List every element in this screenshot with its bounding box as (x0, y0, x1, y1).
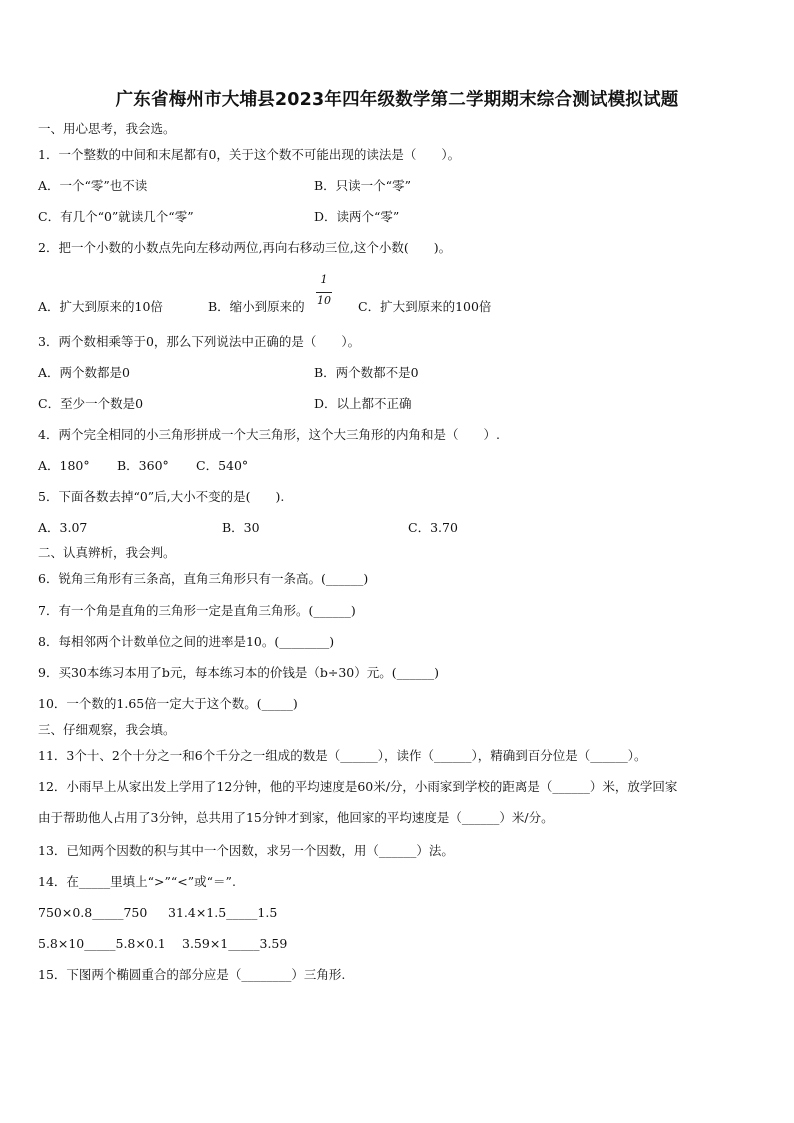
fraction-bar (316, 292, 332, 293)
question-7: 7．有一个角是直角的三角形一定是直角三角形。(______) (38, 603, 356, 618)
question-3: 3．两个数相乘等于0，那么下列说法中正确的是（ ）。 (38, 334, 361, 349)
question-5: 5．下面各数去掉“0”后,大小不变的是( ). (38, 489, 285, 504)
fraction-numerator: 1 (320, 273, 328, 286)
q5-option-b: B．30 (222, 520, 260, 535)
question-10: 10．一个数的1.65倍一定大于这个数。(_____) (38, 696, 298, 711)
q2-option-c: C．扩大到原来的100倍 (358, 299, 492, 314)
section-heading-2: 二、认真辨析，我会判。 (38, 545, 176, 560)
q3-option-a: A．两个数都是0 (38, 365, 130, 380)
q1-option-d: D．读两个“零” (314, 209, 400, 224)
question-6: 6．锐角三角形有三条高，直角三角形只有一条高。(______) (38, 571, 369, 586)
q14-item-2: 31.4×1.5_____1.5 (168, 905, 278, 920)
q1-option-b: B．只读一个“零” (314, 178, 411, 193)
question-4: 4．两个完全相同的小三角形拼成一个大三角形，这个大三角形的内角和是（ ）. (38, 427, 500, 442)
q3-option-b: B．两个数都不是0 (314, 365, 419, 380)
fraction-denominator: 10 (317, 294, 331, 307)
page-title: 广东省梅州市大埔县2023年四年级数学第二学期期末综合测试模拟试题 (115, 90, 679, 110)
question-8: 8．每相邻两个计数单位之间的进率是10。(________) (38, 634, 335, 649)
section-heading-1: 一、用心思考，我会选。 (38, 121, 176, 136)
question-9: 9．买30本练习本用了b元，每本练习本的价钱是（b÷30）元。(______) (38, 665, 439, 680)
q1-option-a: A．一个“零”也不读 (38, 178, 148, 193)
q4-option-c: C．540° (196, 458, 249, 473)
question-2: 2．把一个小数的小数点先向左移动两位,再向右移动三位,这个小数( )。 (38, 240, 452, 255)
question-1: 1．一个整数的中间和末尾都有0，关于这个数不可能出现的读法是（ ）。 (38, 147, 461, 162)
q3-option-c: C．至少一个数是0 (38, 396, 144, 411)
q2-option-b: B．缩小到原来的 (208, 299, 305, 314)
question-13: 13．已知两个因数的积与其中一个因数，求另一个因数，用（______）法。 (38, 843, 454, 858)
question-12-line-2: 由于帮助他人占用了3分钟，总共用了15分钟才到家，他回家的平均速度是（______）米/分。 (38, 810, 554, 825)
q5-option-a: A．3.07 (38, 520, 88, 535)
section-heading-3: 三、仔细观察，我会填。 (38, 722, 176, 737)
q4-option-b: B．360° (117, 458, 169, 473)
q1-option-c: C．有几个“0”就读几个“零” (38, 209, 194, 224)
q14-item-1: 750×0.8_____750 (38, 905, 148, 920)
question-15: 15．下图两个椭圆重合的部分应是（________）三角形. (38, 967, 346, 982)
q14-item-4: 3.59×1_____3.59 (182, 936, 288, 951)
q2-option-a: A．扩大到原来的10倍 (38, 299, 163, 314)
question-14: 14．在_____里填上“>”“<”或“＝”. (38, 874, 236, 889)
question-12-line-1: 12．小雨早上从家出发上学用了12分钟，他的平均速度是60米/分，小雨家到学校的距离是（______）米，放学回家 (38, 779, 678, 794)
q5-option-c: C．3.70 (408, 520, 458, 535)
q14-item-3: 5.8×10_____5.8×0.1 (38, 936, 166, 951)
q4-option-a: A．180° (38, 458, 90, 473)
q3-option-d: D．以上都不正确 (314, 396, 412, 411)
question-11: 11．3个十、2个十分之一和6个千分之一组成的数是（______），读作（______），精确到百分位是（______）。 (38, 748, 647, 763)
